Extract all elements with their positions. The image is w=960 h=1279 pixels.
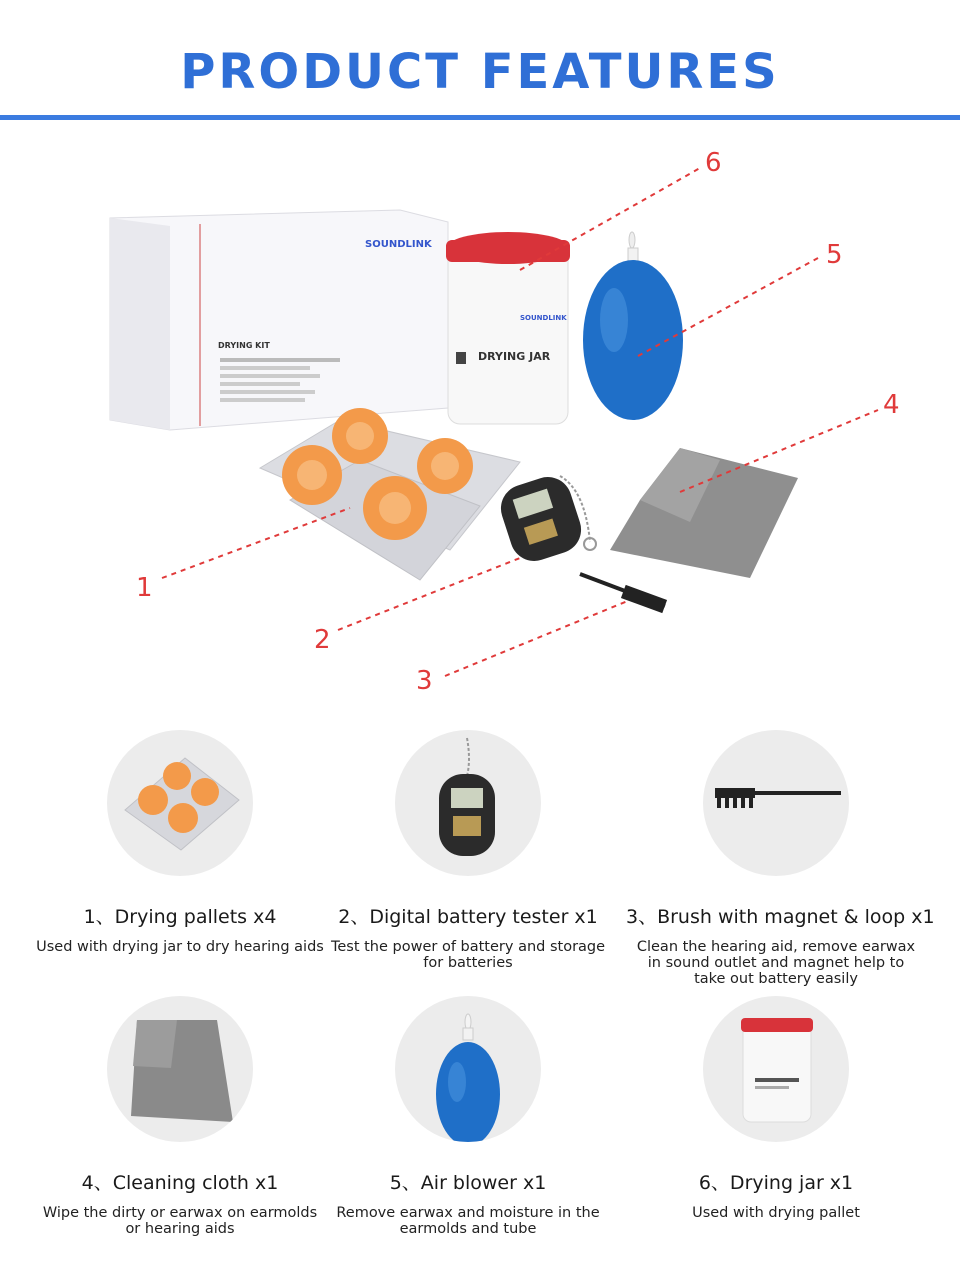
feature-battery-tester [318, 730, 618, 971]
drying-jar-icon [703, 996, 849, 1142]
feature-brush [626, 730, 935, 987]
feature-cleaning-cloth [30, 996, 330, 1237]
feature-title: 5、Air blower x1 [389, 1172, 547, 1194]
feature-air-blower [318, 996, 618, 1237]
air-blower-product [583, 232, 683, 420]
feature-title: 3、Brush with magnet & loop x1 [626, 906, 935, 928]
feature-title: 1、Drying pallets x4 [83, 906, 277, 928]
battery-tester-icon [395, 730, 541, 876]
cleaning-cloth-icon [107, 996, 253, 1142]
drying-kit-box [110, 210, 448, 430]
title-divider [0, 115, 960, 120]
air-blower-icon [395, 996, 541, 1142]
box-brand-text: SOUNDLINK [365, 239, 432, 250]
callout-6: 6 [705, 148, 722, 178]
feature-drying-pallets [30, 730, 330, 955]
drying-jar-product [446, 232, 570, 424]
feature-description: Used with drying jar to dry hearing aids [36, 939, 324, 955]
brush-icon [703, 730, 849, 876]
product-hero-image [0, 130, 960, 710]
feature-title: 6、Drying jar x1 [698, 1172, 854, 1194]
feature-drying-jar [626, 996, 926, 1221]
feature-description: Clean the hearing aid, remove earwax in sound outlet and magnet help to take out battery easily [636, 939, 916, 987]
page-title: PRODUCT FEATURES [180, 44, 780, 100]
feature-description: Wipe the dirty or earwax on earmolds or hearing aids [42, 1205, 318, 1237]
jar-label-text: DRYING JAR [478, 350, 551, 363]
feature-title: 4、Cleaning cloth x1 [81, 1172, 279, 1194]
drying-pallets-product [260, 408, 520, 580]
callout-4: 4 [883, 390, 900, 420]
callout-2: 2 [314, 625, 331, 655]
jar-brand-text: SOUNDLINK [520, 314, 567, 322]
callout-5: 5 [826, 240, 843, 270]
battery-tester-product [495, 471, 596, 567]
feature-description: Used with drying pallet [692, 1205, 860, 1221]
feature-description: Remove earwax and moisture in the earmolds and tube [336, 1205, 600, 1237]
feature-description: Test the power of battery and storage for batteries [330, 939, 606, 971]
cleaning-cloth-product [610, 448, 798, 578]
feature-title: 2、Digital battery tester x1 [338, 906, 598, 928]
drying-pallets-icon [107, 730, 253, 876]
brush-product [580, 574, 667, 613]
callout-1: 1 [136, 573, 153, 603]
box-title-text: DRYING KIT [218, 341, 270, 350]
callout-3: 3 [416, 666, 433, 696]
